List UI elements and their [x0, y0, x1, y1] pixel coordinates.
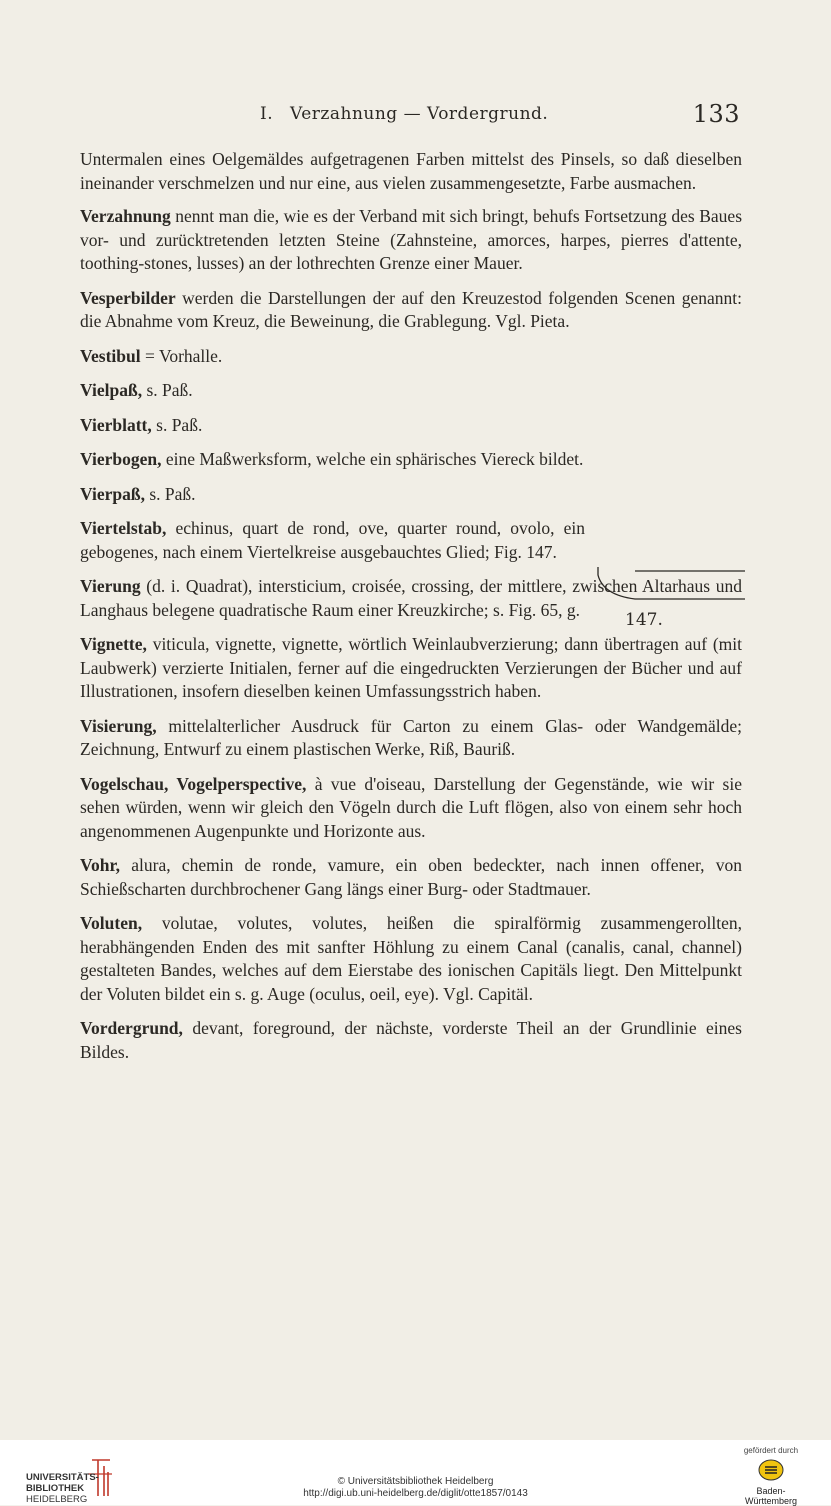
entry-vignette: Vignette, viticula, vignette, vignette, wörtlich Weinlaubverzierung; dann übertragen auf (mit Laubwerk) verzierte Initialen, ferner auf die eingedruckten Verzierungen der Bücher und auf Illustrationen, insofern dieselben keinen Umfassungsstrich haben. [80, 634, 742, 701]
entry-vesperbilder: Vesperbilder werden die Darstellungen der auf den Kreuzestod folgenden Scenen genannt: die Abnahme vom Kreuz, die Beweinung, die Grablegung. Vgl. Pieta. [80, 287, 742, 331]
entry-continuation: Untermalen eines Oelgemäldes aufgetragenen Farben mittelst des Pinsels, so daß dieselben ineinander verschmelzen und nur eine, aus vielen zusammengesetzte, Farbe ausmachen. [80, 149, 742, 193]
figure-caption: 147. [625, 610, 663, 630]
entry-verzahnung: Verzahnung nennt man die, wie es der Verband mit sich bringt, behufs Fortsetzung des Baues vor- und zurücktretenden letzten Steine (Zahnsteine, amorces, harpes, pierres d'attente, toothing-stones, lusses) an der lothrechten Grenze einer Mauer. [80, 206, 742, 273]
digitization-footer [0, 1440, 831, 1505]
permalink[interactable]: http://digi.ub.uni-heidelberg.de/diglit/otte1857/0143 [303, 1488, 528, 1499]
entry-vordergrund: Vordergrund, devant, foreground, der nächste, vorderste Theil an der Grundlinie eines Bildes. [80, 1018, 742, 1062]
copyright-notice [0, 1476, 831, 1500]
entry-vogelschau: Vogelschau, Vogelperspective, à vue d'oiseau, Darstellung der Gegenstände, wie wir sie sehen würden, wenn wir gleich den Vögeln durch die Luft flögen, also von einem sehr hoch angenommenen Augenpunkte und Horizonte aus. [80, 773, 742, 841]
entry-viertelstab: Viertelstab, echinus, quart de rond, ove, quarter round, ovolo, ein gebogenes, nach einem Viertelkreise ausgebauchtes Glied; Fig. 147. [80, 518, 585, 562]
entry-vierbogen: Vierbogen, eine Maßwerksform, welche ein sphärisches Viereck bildet. [80, 449, 584, 469]
running-header [80, 100, 740, 130]
figure-147 [595, 565, 745, 635]
copyright-text: © Universitätsbibliothek Heidelberg [337, 1476, 494, 1487]
page-number: 133 [692, 100, 740, 128]
sponsor-label: gefördert durch [743, 1446, 799, 1455]
header-title: Verzahnung — Vordergrund. [290, 104, 549, 124]
header-section-number: I. [260, 104, 274, 124]
entry-vierblatt: Vierblatt, s. Paß. [80, 414, 203, 435]
entry-vohr: Vohr, alura, chemin de ronde, vamure, ein oben bedeckter, nach innen offener, von Schießscharten durchbrochener Gang längs einer Burg- oder Stadtmauer. [80, 855, 742, 899]
entry-vierpass: Vierpaß, s. Paß. [80, 483, 196, 504]
quarter-round-profile [595, 565, 745, 610]
sponsor-block [731, 1446, 811, 1506]
coat-of-arms-icon [757, 1459, 785, 1481]
entry-voluten: Voluten, volutae, volutes, volutes, heißen die spiralförmig zusammengerollten, herabhängenden Enden des mit sanfter Höhlung zu einem Canal (canalis, canal, channel) gestalteten Bandes, welches auf dem Eierstabe des ionischen Capitäls liegt. Den Mittelpunkt der Voluten bildet ein s. g. Auge (oculus, oeil, eye). Vgl. Capitäl. [80, 913, 742, 1004]
sponsor-name: Baden-Württemberg [744, 1486, 797, 1506]
entry-vestibul: Vestibul = Vorhalle. [80, 345, 223, 366]
entry-visierung: Visierung, mittelalterlicher Ausdruck für Carton zu einem Glas- oder Wandgemälde; Zeichnung, Entwurf zu einem plastischen Werke, Riß, Bauriß. [80, 715, 742, 759]
entry-vielpass: Vielpaß, s. Paß. [80, 380, 193, 400]
entry-vierung: Vierung (d. i. Quadrat), intersticium, croisée, crossing, der mittlere, zwischen Altarhaus und Langhaus belegene quadratische Raum einer Kreuzkirche; s. Fig. 65, g. [80, 576, 742, 620]
library-name: UNIVERSITÄTS- BIBLIOTHEK HEIDELBERG [26, 1472, 99, 1505]
